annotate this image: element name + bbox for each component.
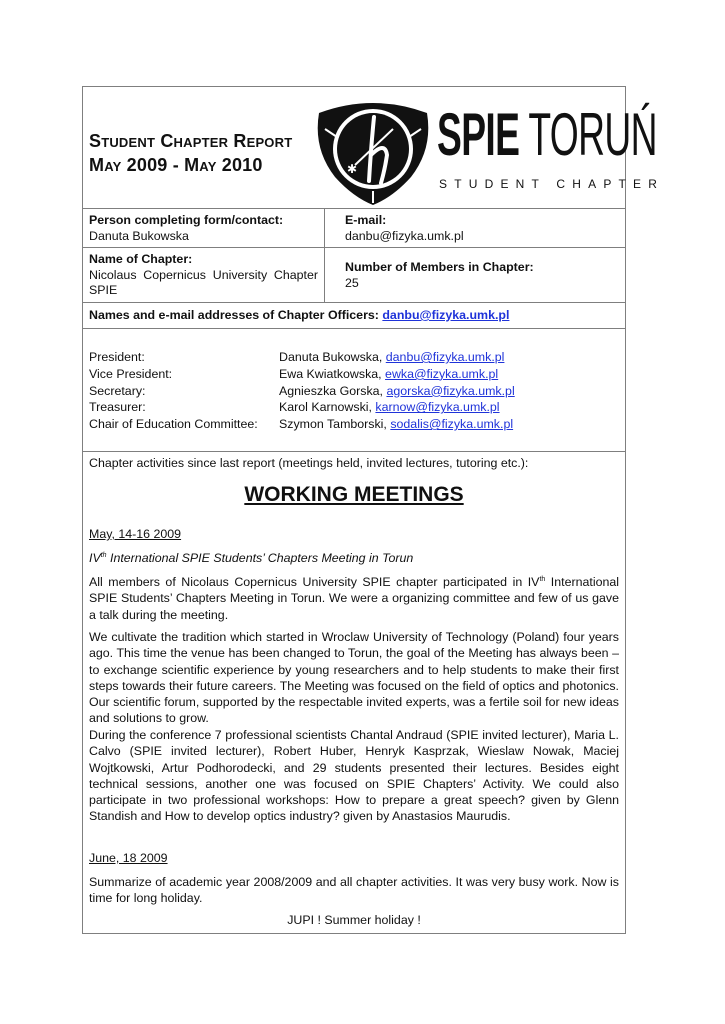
chapter-cell — [83, 248, 325, 302]
title-line-2: May 2009 - May 2010 — [89, 155, 263, 175]
officer-email-link[interactable]: sodalis@fizyka.umk.pl — [390, 417, 514, 432]
event1-paragraph-3: During the conference 7 professional scientists Chantal Andraud (SPIE invited lecturer), Maria L. Calvo (SPIE invited lecturer), Robert Huber, Henryk Kasprzak, Wieslaw Nowak, Maciej Wojtkowski, Artur Podhorodecki, and 29 students presented their lectures. Besides eight technical sessions, another one was focused on SPIE Chapters’ Activity. We could also participate in two professional workshops: How to prepare a great speech? given by Glenn Standish and How to develop optics industry? given by Anastasios Maurudis. — [89, 728, 619, 824]
event1-title-rest: International SPIE Students’ Chapters Meeting in Torun — [106, 551, 414, 565]
contact-cell — [83, 209, 325, 247]
contact-label: Person completing form/contact: — [89, 213, 284, 227]
event2-paragraph: Summarize of academic year 2008/2009 and all chapter activities. It was very busy work. Now is time for long holiday. — [89, 875, 619, 906]
chapter-value: Nicolaus Copernicus University Chapter SPIE — [89, 267, 318, 297]
email-value: danbu@fizyka.umk.pl — [345, 228, 464, 243]
event1-p1-b: International SPIE Students’ Chapters Meeting in Torun. We were a organizing committee and few of us gave a talk during the meeting. — [89, 575, 619, 622]
officers-heading-cell — [83, 303, 625, 328]
officer-role: President: — [89, 350, 145, 364]
header-row — [83, 87, 665, 209]
officer-email-link[interactable]: karnow@fizyka.umk.pl — [375, 400, 500, 415]
officers-list — [89, 349, 515, 433]
report-title — [89, 129, 292, 177]
members-label: Number of Members in Chapter: — [345, 260, 534, 274]
officer-name: Agnieszka Gorska, — [279, 383, 387, 398]
officer-item — [89, 383, 515, 400]
officer-item — [89, 349, 515, 366]
members-cell — [325, 248, 625, 302]
officer-email-link[interactable]: agorska@fizyka.umk.pl — [386, 383, 515, 398]
event1-title-sup: th — [100, 551, 107, 559]
officer-name: Ewa Kwiatkowska, — [279, 366, 386, 381]
event1-p1-a: All members of Nicolaus Copernicus University SPIE chapter participated in IV — [89, 575, 540, 589]
event1-date: May, 14-16 2009 — [89, 527, 182, 541]
officer-role: Treasurer: — [89, 400, 146, 415]
email-label: E-mail: — [345, 213, 387, 227]
officer-item — [89, 366, 515, 383]
event2-closing: JUPI ! Summer holiday ! — [287, 913, 421, 927]
brand-spie: SPIE — [437, 101, 520, 168]
event1-title-prefix: IV — [89, 551, 101, 565]
officer-email-link[interactable]: danbu@fizyka.umk.pl — [385, 350, 505, 364]
activities-section — [83, 452, 625, 933]
chapter-row — [83, 248, 625, 303]
report-page — [82, 86, 665, 934]
chapter-label: Name of Chapter: — [89, 252, 193, 266]
officers-email-link[interactable]: danbu@fizyka.umk.pl — [382, 308, 510, 322]
officer-role: Secretary: — [89, 383, 146, 398]
officer-item — [89, 399, 515, 416]
officers-list-row — [83, 329, 625, 452]
event1-paragraph-2: We cultivate the tradition which started in Wroclaw University of Technology (Poland) four years ago. This time the venue has been changed to Torun, the goal of the Meeting has always been – to exchange scientific experience by young researchers and to help students to make their first steps towards their future careers. The Meeting was focused on the field of optics and photonics. Our scientific forum, supported by the respectable invited experts, was a fertile soil for new ideas and solutions to grow. — [89, 630, 619, 726]
officer-role: Vice President: — [89, 366, 173, 381]
contact-row — [83, 209, 625, 248]
event1-title — [89, 550, 619, 566]
officer-name: Karol Karnowski, — [279, 400, 376, 415]
officer-role: Chair of Education Committee: — [89, 417, 258, 432]
svg-text:✱: ✱ — [347, 162, 358, 176]
members-value: 25 — [345, 275, 359, 290]
title-line-1: Student Chapter Report — [89, 131, 293, 151]
brand-subtitle: STUDENT CHAPTER — [439, 177, 665, 191]
event1-paragraph-1 — [89, 574, 619, 623]
spie-torun-shield-logo-icon — [311, 99, 435, 207]
event1-p1-sup: th — [539, 575, 546, 583]
working-meetings-heading: WORKING MEETINGS — [244, 483, 464, 506]
brand-torun: TORUŃ — [528, 101, 657, 168]
contact-value: Danuta Bukowska — [89, 228, 189, 243]
officer-name: Szymon Tamborski, — [279, 417, 391, 432]
event2-date: June, 18 2009 — [89, 851, 168, 865]
officers-heading-row — [83, 303, 625, 329]
officer-name: Danuta Bukowska, — [279, 350, 386, 364]
email-cell — [325, 209, 625, 247]
officer-email-link[interactable]: ewka@fizyka.umk.pl — [385, 366, 499, 381]
officers-label: Names and e-mail addresses of Chapter Officers: — [89, 308, 379, 322]
activities-intro: Chapter activities since last report (meetings held, invited lectures, tutoring etc.): — [89, 456, 529, 470]
spie-torun-wordmark — [437, 101, 665, 195]
officer-item — [89, 416, 515, 433]
